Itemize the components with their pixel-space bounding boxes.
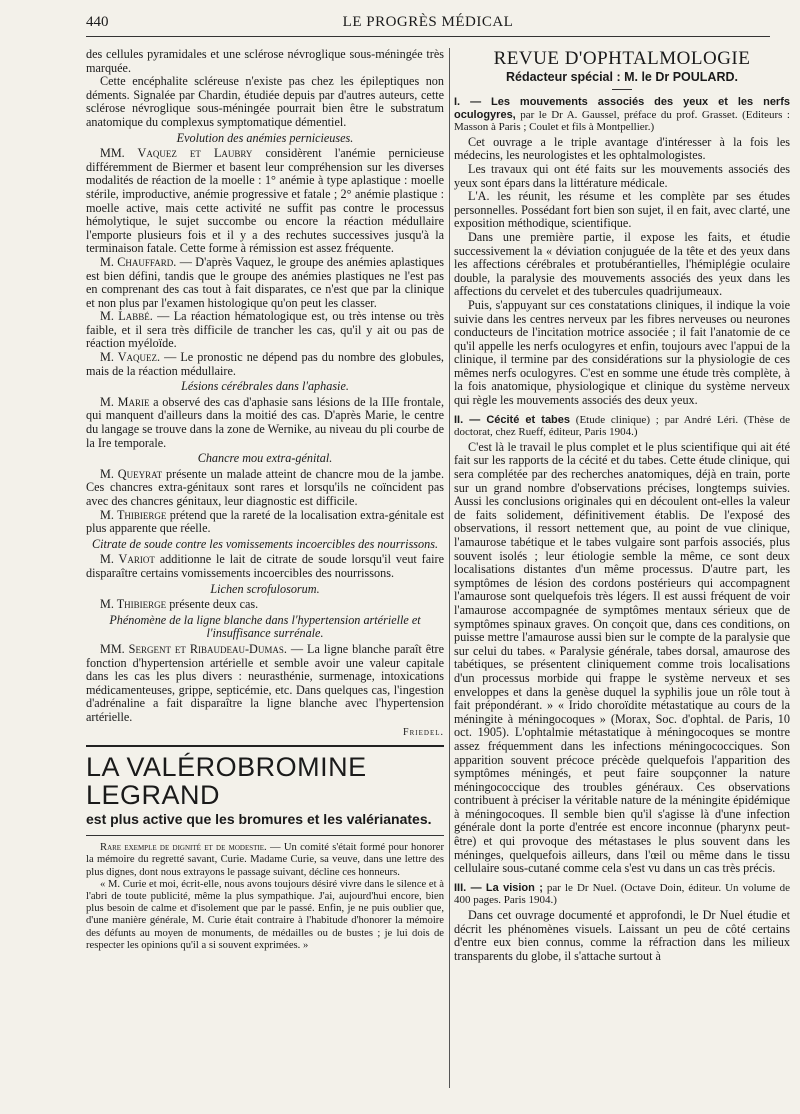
paragraph-text: — La ligne blanche paraît être fonction d'hypertension artérielle et semble avoir une valeur capitale dans les cas les plus divers : neurasthénie, surmenage, intoxications médicamenteuses, grippe, septicémie, etc. Dans quelques cas, l'ingestion d'adrénaline a fait disparaître la ligne blanche avec l'hypertension artérielle. [86, 641, 444, 724]
subheading: Lichen scrofulosorum. [210, 581, 320, 596]
paragraph-text: a observé des cas d'aphasie sans lésions de la IIIe frontale, qui manquent d'ailleurs dans la moitié des cas. D'après Marie, le centre du langage se trouve dans la zone de Wernike, au niveau du pli courbe de la Ire temporale. [86, 394, 445, 450]
paragraph: L'A. les réunit, les résume et les complète par ses études personnelles. Possédant fort bien son sujet, il en fait, avec clarté, une exposition méthodique, scientifique. [454, 189, 790, 231]
paragraph [86, 396, 444, 450]
subheading: Phénomène de la ligne blanche dans l'hypertension artérielle et l'insuffisance surrénale. [109, 612, 421, 641]
paragraph [86, 598, 444, 612]
paragraph: Puis, s'appuyant sur ces constatations cliniques, il indique la voie suivie dans les centres nerveux par les fibres nerveuses ou neurones conducteurs de l'incitation motrice associée ; il fait l'anatomie de ce qu'il appelle les nerfs oculogyres et enfin, toujours avec l'appui de la clinique, il termine par des considérations sur la physiologie de ces mêmes nerfs oculogyres. C'est en somme une étude très complète, à la fois anatomique, physiologique et clinique du système nerveux qui règle les mouvements associés des deux yeux. [454, 297, 790, 408]
journal-title: LE PROGRÈS MÉDICAL [342, 14, 514, 30]
quotation: « M. Curie et moi, écrit-elle, nous avons toujours désiré vivre dans le silence et à l'abri de toute publicité, même la plus sympathique. J'ai, aujourd'hui encore, bien plus besoin de calme et d'isolement que par le passé. Enfin, je ne puis oublier que, d'une manière générale, M. Curie était contraire à l'habitude d'honorer la mémoire des défunts au moyen de monuments, de médailles ou de bustes ; je lui dois de respecter les opinions qu'il a si souvent exprimées. » [86, 878, 444, 951]
paragraph: Cette encéphalite scléreuse n'existe pas chez les épileptiques non déments. Signalée par Chardin, étudiée depuis par d'autres auteurs, cette sclérose névroglique sous-méningée pourrait bien être le substratum anatomique du complexus symptomatique démentiel. [86, 74, 444, 129]
curie-note [86, 842, 444, 952]
note-lead: Rare exemple de dignité et de modestie. [100, 842, 267, 854]
paragraph: Cet ouvrage a le triple avantage d'intéresser à la fois les médecins, les neurologistes et les ophtalmologistes. [454, 134, 790, 163]
author-name: MM. Sergent et Ribaudeau-Dumas. [100, 641, 287, 656]
paragraph [86, 256, 444, 310]
author-name: M. Vaquez. [100, 350, 161, 365]
paragraph-text: — Le pronostic ne dépend pas du nombre des globules, mais de la réaction médullaire. [86, 350, 444, 378]
author-name: M. Labbé. [100, 309, 153, 324]
author-name: MM. Vaquez et Laubry [100, 146, 253, 161]
ad-subtitle: est plus active que les bromures et les valérianates. [86, 811, 432, 828]
entry-meta: par le Dr Nuel. (Octave Doin, éditeur. Un volume de 400 pages. Paris 1904.) [454, 881, 790, 907]
signature: Friedel. [403, 726, 444, 738]
entry-title: I. — Les mouvements associés des yeux et les nerfs oculogyres, [454, 96, 790, 121]
author-name: M. Variot [100, 552, 155, 567]
paragraph-text: additionne le lait de citrate de soude lorsqu'il veut faire disparaître certains vomissements incoercibles des nourrissons. [86, 552, 445, 580]
paragraph [86, 310, 444, 351]
right-column [454, 48, 790, 963]
subheading: Lésions cérébrales dans l'aphasie. [181, 379, 349, 394]
entry-meta: par le Dr A. Gaussel, préface du prof. Grasset. (Editeurs : Masson à Paris ; Coulet et fils à Montpellier.) [454, 108, 790, 134]
paragraph-text: — D'après Vaquez, le groupe des anémies aplastiques est bien défini, tandis que le groupe des anémies plastiques ne l'est pas en comprenant des cas tout à fait disparates, ce n'est que par la clinique et non plus par l'examen histologique qu'on peut les classer. [86, 254, 444, 310]
paragraph-text: — Un comité s'était formé pour honorer la mémoire du regretté savant, Curie. Madame Curie, sa veuve, dans une lettre des plus dignes, dont nous extrayons le passage suivant, décline ces honneurs. [86, 842, 444, 878]
column-divider [449, 48, 450, 1088]
paragraph-text: prétend que la rareté de la localisation extra-génitale est plus apparente que réelle. [86, 507, 444, 536]
paragraph: Les travaux qui ont été faits sur les mouvements associés des yeux sont épars dans la littérature médicale. [454, 161, 790, 190]
advertisement [86, 745, 444, 827]
entry-title: III. — La vision ; [454, 881, 543, 894]
author-name: M. Queyrat [100, 466, 163, 481]
paragraph: Dans une première partie, il expose les faits, et étudie successivement la « déviation conjuguée de la tête et des yeux dans les affections cérébrales et protubérantielles, l'hémiplégie oculaire double, la paralysie des mouvements associés des yeux dans les affections du cervelet et des tubercules quadrijumeaux. [454, 229, 790, 299]
page-number: 440 [86, 14, 109, 30]
subheading: Evolution des anémies pernicieuses. [176, 130, 354, 145]
author-name: M. Marie [100, 394, 150, 409]
subheading: Citrate de soude contre les vomissements incoercibles des nourrissons. [91, 536, 439, 551]
paragraph [86, 509, 444, 536]
divider [86, 835, 444, 836]
paragraph: des cellules pyramidales et une sclérose névroglique sous-méningée très marquée. [86, 47, 444, 75]
ad-title: LA VALÉROBROMINE LEGRAND [86, 752, 367, 811]
paragraph-text: considèrent l'anémie pernicieuse différemment de Biermer et basent leur compréhension sur les diverses modalités de réaction de la moelle : 1° anémie à type aplastique : moelle stérile, improductive, anémie progressive et fatale ; 2° anémie plastique : moelle active, mais cette activité ne suffit pas contre le processus hémolytique, le sujet succombe ou encore la réaction médullaire l'emporte plusieurs fois et il y a des rechutes successives jusqu'à la terminaison fatale. Cette forme à rémission est assez fréquente. [86, 146, 444, 256]
paragraph: C'est là le travail le plus complet et le plus scientifique qui ait été fait sur les rapports de la cécité et du tabes. Cette étude clinique, qui sera complétée par des recherches anatomiques, déjà en train, porte sur un grand nombre d'observations précises, longtemps suivies. Aussi les conclusions originales qui en découlent ont-elles la valeur de faits solidement, définitivement établis. De l'exposé des observations, il ressort nettement que, au point de vue clinique, l'amaurose tabétique et le tabes vulgaire sont parfois associés, plus souvent isolés ; leur étiologie semble la même, ce sont deux localisations distantes d'un même processus. D'autre part, les symptômes de lésion des cordons postérieurs qui accompagnent l'amaurose sont quelquefois très légers. Il est aussi fréquent de voir l'amaurose accompagnée de symptômes mentaux sérieux que de symptômes spinaux graves. On conçoit que, dans ces conditions, on puisse mettre l'amaurose aussi bien sur le compte de la paralysie que sur celui du tabes. « Paralysie générale, tabes dorsal, amaurose des tabétiques, se présentent cliniquement comme trois localisations d'un processus morbide qui frappe le système nerveux et ses enveloppes et dans la genèse duquel la syphilis joue un rôle tout à fait prépondérant. » « Irido choroïdite métastatique au cours de la méningite à méningocoques » (Morax, Soc. d'ophtal. de Paris, 10 oct. 1905). L'ophtalmie métastatique à méningocoques se montre assez fréquemment dans les infections méningococciques. Son apparition souvent précoce précède quelquefois l'apparition des symptômes méningés, et peut faire soupçonner la nature méningococcique des troubles généraux. Ces observations contribuent à préciser la véritable nature de la méningite épidémique à méningocoques. Il semble bien qu'il s'agisse là d'une infection générale dont la porte d'entrée est encore inconnue (pharynx peut-être) et qui provoque des métastases le plus souvent dans les méninges, quelquefois ailleurs, dans l'œil ou même dans le tissu cellulaire sous-cutané comme cela s'est vu dans un cas très précis. [454, 439, 790, 876]
paragraph [86, 468, 444, 509]
running-head [86, 14, 770, 37]
section-editor: Rédacteur spécial : M. le Dr POULARD. [505, 70, 738, 84]
review-entry-heading [454, 414, 790, 439]
left-column [86, 48, 444, 952]
paragraph: Dans cet ouvrage documenté et approfondi, le Dr Nuel étudie et décrit les phénomènes visuels. Laissant un peu de côté certains d'entre eux bien connus, comme la réfraction dans les milieux transparents du globe, il s'attache surtout à [454, 908, 790, 963]
subheading: Chancre mou extra-génital. [197, 451, 333, 466]
paragraph-text: présente un malade atteint de chancre mou de la jambe. Ces chancres extra-génitaux sont rares et lorsqu'ils ne coïncident pas avec des chancres génitaux, leur diagnostic est difficile. [86, 466, 444, 508]
section-title: REVUE D'OPHTALMOLOGIE [493, 48, 751, 69]
review-entry-heading [454, 882, 790, 907]
paragraph [86, 553, 444, 580]
paragraph-text: présente deux cas. [166, 597, 259, 612]
review-entry-heading [454, 96, 790, 134]
author-name: M. Chauffard. [100, 254, 177, 269]
divider [612, 89, 632, 90]
author-name: M. Thibierge [100, 597, 167, 612]
paragraph [86, 147, 444, 256]
author-name: M. Thibierge [100, 507, 167, 522]
paragraph-text: — La réaction hématologique est, ou très intense ou très faible, et il sera très difficile de trancher les cas, qu'il y ait ou pas de réaction myéloïde. [86, 309, 444, 351]
paragraph [86, 351, 444, 378]
paragraph [86, 842, 444, 879]
entry-title: II. — Cécité et tabes [454, 413, 571, 426]
paragraph [86, 643, 444, 725]
entry-meta: (Etude clinique) ; par André Léri. (Thèse de doctorat, chez Rueff, éditeur, Paris 1904.) [454, 413, 790, 439]
